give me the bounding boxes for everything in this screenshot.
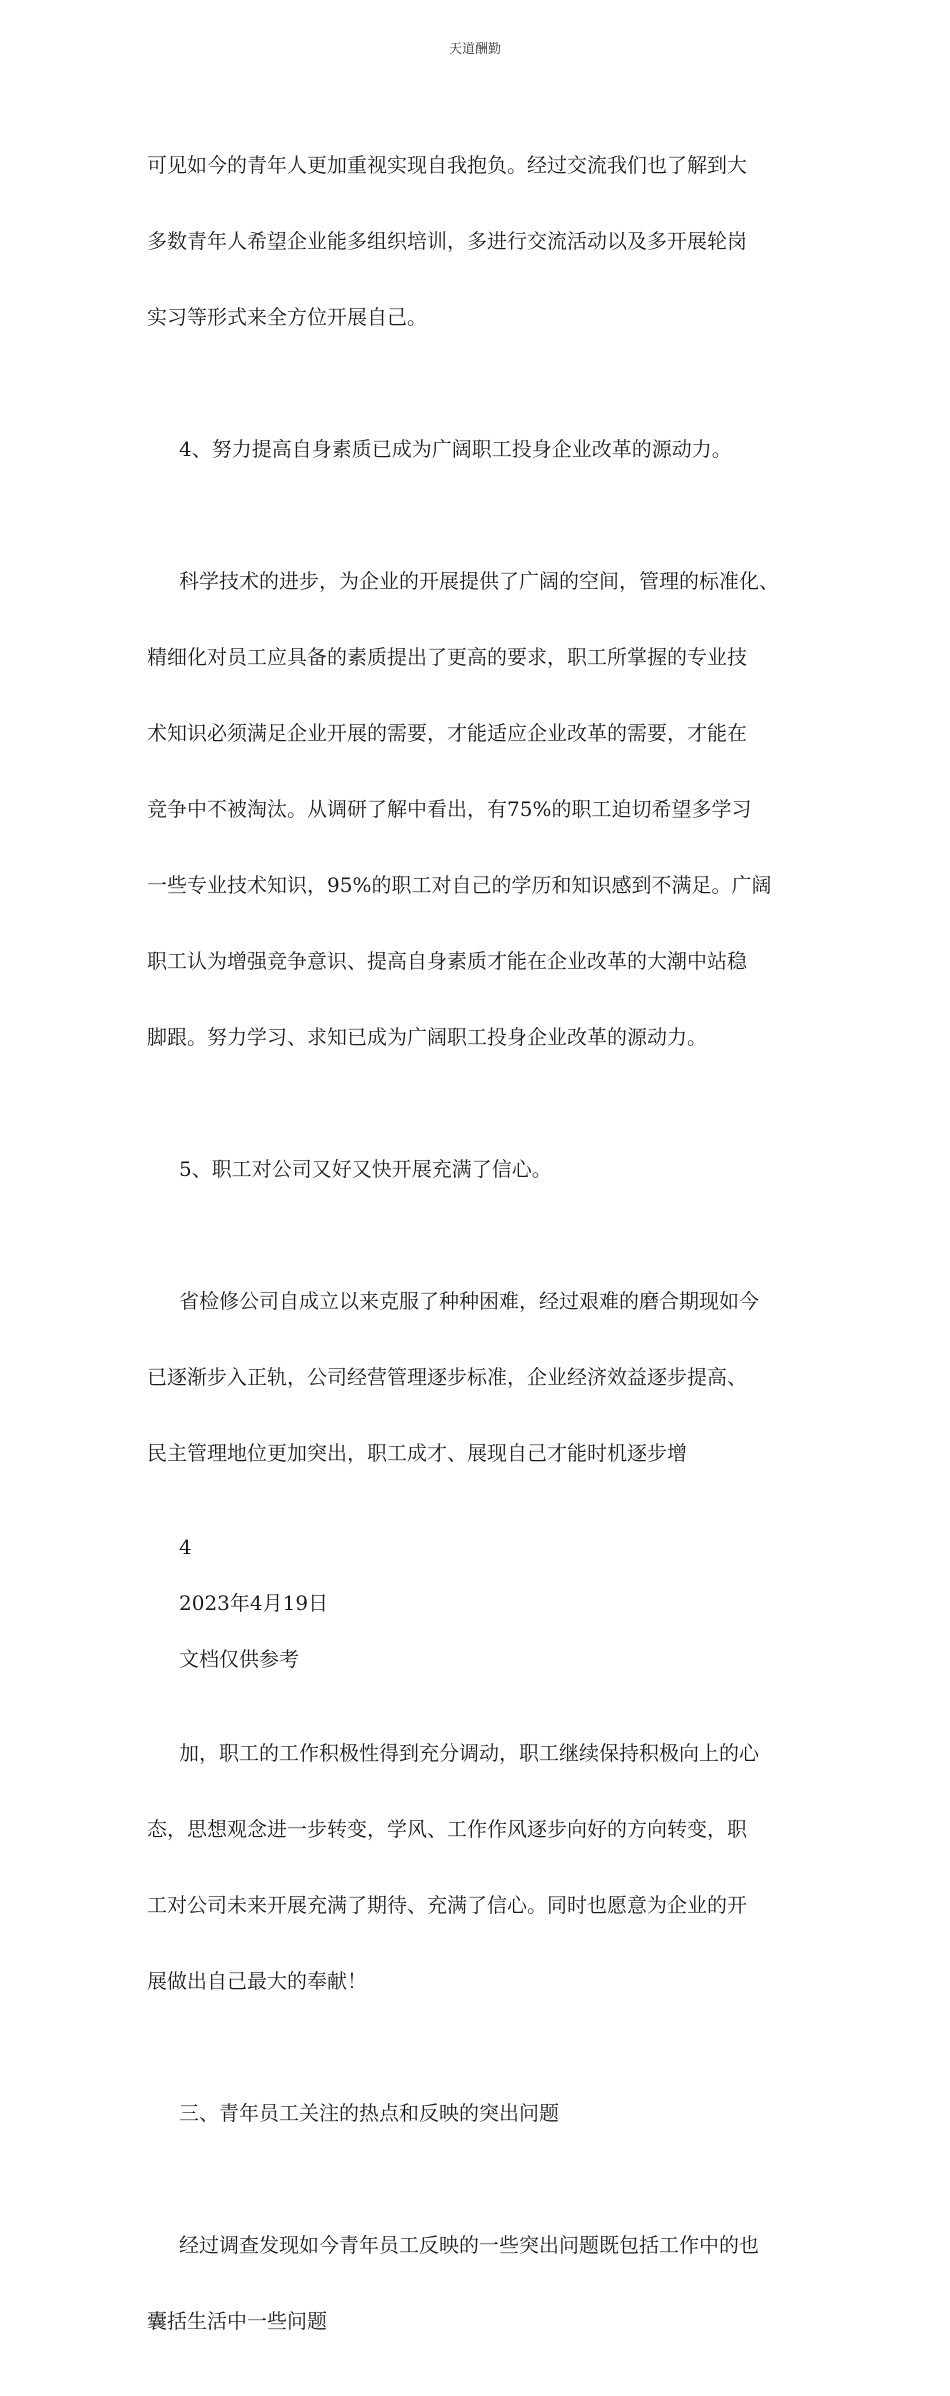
text-line: 态，思想观念进一步转变，学风、工作作风逐步向好的方向转变，职 xyxy=(147,1817,747,1841)
text-line: 竞争中不被淘汰。从调研了解中看出，有75%的职工迫切希望多学习 xyxy=(147,797,752,821)
paragraph-survey-findings xyxy=(147,2188,827,2378)
text-line: 可见如今的青年人更加重视实现自我抱负。经过交流我们也了解到大 xyxy=(147,153,747,177)
text-line: 经过调查发现如今青年员工反映的一些突出问题既包括工作中的也 xyxy=(179,2233,759,2257)
disclaimer: 文档仅供参考 xyxy=(179,1647,299,1671)
text-line: 科学技术的进步，为企业的开展提供了广阔的空间，管理的标准化、 xyxy=(179,569,779,593)
text-line: 多数青年人希望企业能多组织培训，多进行交流活动以及多开展轮岗 xyxy=(147,229,747,253)
document-body xyxy=(147,108,827,2396)
text-line: 省检修公司自成立以来克服了种种困难，经过艰难的磨合期现如今 xyxy=(179,1289,759,1313)
heading-point-5 xyxy=(147,1112,827,1226)
text-line: 三、青年员工关注的热点和反映的突出问题 xyxy=(179,2101,559,2125)
text-line: 民主管理地位更加突出，职工成才、展现自己才能时机逐步增 xyxy=(147,1441,687,1465)
text-line: 工对公司未来开展充满了期待、充满了信心。同时也愿意为企业的开 xyxy=(147,1893,747,1917)
document-date: 2023年4月19日 xyxy=(179,1591,329,1615)
text-line: 精细化对员工应具备的素质提出了更高的要求，职工所掌握的专业技 xyxy=(147,645,747,669)
paragraph-tech-progress xyxy=(147,524,827,1094)
text-line: 已逐渐步入正轨，公司经营管理逐步标准，企业经济效益逐步提高、 xyxy=(147,1365,747,1389)
text-line: 4、努力提高自身素质已成为广阔职工投身企业改革的源动力。 xyxy=(179,437,732,461)
paragraph-self-realization xyxy=(147,108,827,374)
text-line: 术知识必须满足企业开展的需要，才能适应企业改革的需要，才能在 xyxy=(147,721,747,745)
page-header: 天道酬勤 xyxy=(448,42,501,57)
section-heading-3 xyxy=(147,2056,827,2170)
text-line: 职工认为增强竞争意识、提高自身素质才能在企业改革的大潮中站稳 xyxy=(147,949,747,973)
text-line: 一些专业技术知识，95%的职工对自己的学历和知识感到不满足。广阔 xyxy=(147,873,772,897)
paragraph-company-progress xyxy=(147,1244,827,1510)
text-line: 加，职工的工作积极性得到充分调动，职工继续保持积极向上的心 xyxy=(179,1741,759,1765)
heading-point-4 xyxy=(147,392,827,506)
text-line: 脚跟。努力学习、求知已成为广阔职工投身企业改革的源动力。 xyxy=(147,1025,707,1049)
text-line: 展做出自己最大的奉献！ xyxy=(147,1969,367,1993)
text-line: 5、职工对公司又好又快开展充满了信心。 xyxy=(179,1157,552,1181)
paragraph-enthusiasm xyxy=(147,1696,827,2038)
text-line: 实习等形式来全方位开展自己。 xyxy=(147,305,427,329)
text-line: 囊括生活中一些问题 xyxy=(147,2309,327,2333)
page-number: 4 xyxy=(179,1535,192,1559)
